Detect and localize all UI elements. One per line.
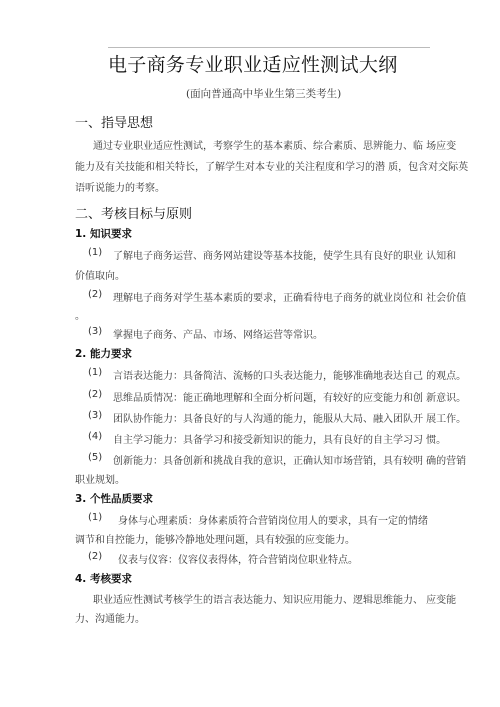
- item-line: 自主学习能力：具备学习和接受新知识的能力，具有良好的自主学习习 惯。: [113, 435, 447, 446]
- paragraph-line: 力、沟通能力。: [75, 614, 145, 625]
- item-number: (2): [88, 289, 103, 300]
- paragraph-line: 语听说能力的考察。: [75, 183, 165, 194]
- item-number: (5): [88, 452, 103, 463]
- item-line: 价值取向。: [75, 271, 125, 282]
- item-number: (2): [88, 551, 103, 562]
- item-line: 言语表达能力：具备简洁、流畅的口头表达能力，能够准确地表达自己 的观点。: [113, 371, 467, 382]
- paragraph-line: 职业适应性测试考核学生的语言表达能力、知识应用能力、逻辑思维能力、 应变能: [93, 595, 457, 606]
- section-heading-guiding-thought: 一、指导思想: [75, 116, 154, 131]
- subheading-assessment: 4. 考核要求: [75, 573, 132, 585]
- subheading-ability: 2. 能力要求: [75, 348, 132, 360]
- item-number: (3): [88, 326, 103, 337]
- item-line: 。: [75, 311, 85, 322]
- item-number: (1): [88, 367, 103, 378]
- page-subtitle: (面向普通高中毕业生第三类考生): [186, 88, 342, 100]
- item-line: 身体与心理素质：身体素质符合营销岗位用人的要求，具有一定的情绪: [118, 516, 428, 527]
- item-line: 了解电子商务运营、商务网站建设等基本技能，使学生具有良好的职业 认知和: [113, 251, 457, 262]
- paragraph-line: 通过专业职业适应性测试，考察学生的基本素质、综合素质、思辨能力、临 场应变: [93, 141, 457, 152]
- item-number: (1): [88, 512, 103, 523]
- item-number: (1): [88, 247, 103, 258]
- item-line: 团队协作能力：具备良好的与人沟通的能力，能服从大局、融入团队开 展工作。: [113, 414, 467, 425]
- item-line: 理解电子商务对学生基本素质的要求，正确看待电子商务的就业岗位和 社会价值: [113, 293, 467, 304]
- item-line: 思维品质情况：能正确地理解和全面分析问题，有较好的应变能力和创 新意识。: [113, 393, 467, 404]
- item-line: 职业规划。: [75, 475, 125, 486]
- item-line: 创新能力：具备创新和挑战自我的意识，正确认知市场营销，具有较明 确的营销: [113, 456, 467, 467]
- page-title: 电子商务专业职业适应性测试大纲: [108, 54, 398, 76]
- paragraph-line: 能力及有关技能和相关特长，了解学生对本专业的关注程度和学习的潜 质，包含对交际英: [75, 162, 469, 173]
- item-line: 调节和自控能力，能够冷静地处理问题，具有较强的应变能力。: [75, 535, 355, 546]
- item-line: 掌握电子商务、产品、市场、网络运营等常识。: [113, 330, 323, 341]
- item-line: 仪表与仪容：仪容仪表得体，符合营销岗位职业特点。: [118, 555, 358, 566]
- item-number: (2): [88, 389, 103, 400]
- section-heading-objectives: 二、考核目标与原则: [75, 207, 193, 222]
- top-divider: [108, 47, 430, 48]
- item-number: (4): [88, 431, 103, 442]
- item-number: (3): [88, 410, 103, 421]
- subheading-character: 3. 个性品质要求: [75, 493, 153, 505]
- subheading-knowledge: 1. 知识要求: [75, 228, 132, 240]
